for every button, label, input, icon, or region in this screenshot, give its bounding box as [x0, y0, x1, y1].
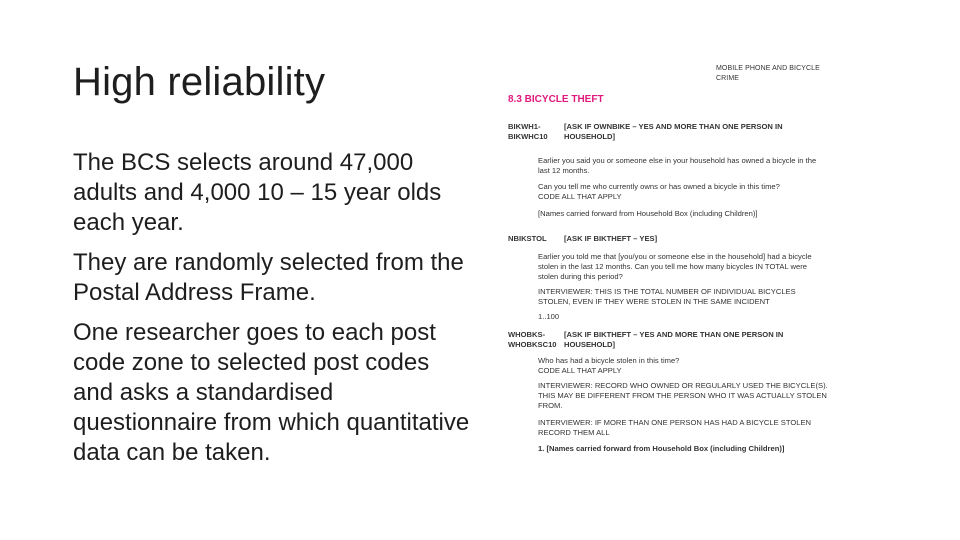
interviewer-note: INTERVIEWER: RECORD WHO OWNED OR REGULARLY USED THE BICYCLE(S). THIS MAY BE DIFFERENT FROM THE PERSON WHO IT WAS ACTUALLY STOLEN FROM.	[538, 381, 828, 410]
document-header: MOBILE PHONE AND BICYCLE CRIME	[716, 65, 820, 82]
question-text: Can you tell me who currently owns or has owned a bicycle in this time? CODE ALL THAT APPLY	[538, 182, 780, 201]
bullet-item: One researcher goes to each post code zone to selected post codes and asks a standardised questionnaire from which quantitative data can be taken.	[73, 319, 470, 466]
section-heading: 8.3 BICYCLE THEFT	[508, 94, 604, 105]
questionnaire-excerpt	[508, 60, 828, 460]
question-code: BIKWH1- BIKWHC10	[508, 122, 548, 141]
question-text: Who has had a bicycle stolen in this time? CODE ALL THAT APPLY	[538, 356, 680, 375]
answer-range: 1..100	[538, 312, 560, 321]
question-code: NBIKSTOL	[508, 234, 547, 243]
question-text: Earlier you said you or someone else in your household has owned a bicycle in the last 12 months.	[538, 156, 817, 175]
question-code: WHOBKS- WHOBKSC10	[508, 330, 557, 349]
routing-instruction: [ASK IF BIKTHEFT – YES AND MORE THAN ONE PERSON IN HOUSEHOLD]	[564, 330, 784, 349]
bullet-item: The BCS selects around 47,000 adults and 4,000 10 – 15 year olds each year.	[73, 149, 442, 236]
question-text: Earlier you told me that [you/you or someone else in the household] had a bicycle stolen in the last 12 months. Can you tell me how many bicycles IN TOTAL were stolen during this period?	[538, 252, 812, 281]
question-text: [Names carried forward from Household Box (including Children)]	[538, 209, 758, 218]
interviewer-note: INTERVIEWER: IF MORE THAN ONE PERSON HAS HAD A BICYCLE STOLEN RECORD THEM ALL	[538, 418, 812, 437]
bullet-item: They are randomly selected from the Postal Address Frame.	[73, 249, 464, 306]
interviewer-note: INTERVIEWER: THIS IS THE TOTAL NUMBER OF INDIVIDUAL BICYCLES STOLEN, EVEN IF THEY WERE STOLEN IN THE SAME INCIDENT	[538, 287, 796, 306]
routing-instruction: [ASK IF OWNBIKE – YES AND MORE THAN ONE PERSON IN HOUSEHOLD]	[564, 122, 783, 141]
routing-instruction: [ASK IF BIKTHEFT – YES]	[564, 234, 658, 243]
slide-title: High reliability	[73, 60, 326, 104]
bullet-list	[73, 148, 473, 478]
answer-options: 1. [Names carried forward from Household Box (including Children)]	[538, 444, 785, 453]
